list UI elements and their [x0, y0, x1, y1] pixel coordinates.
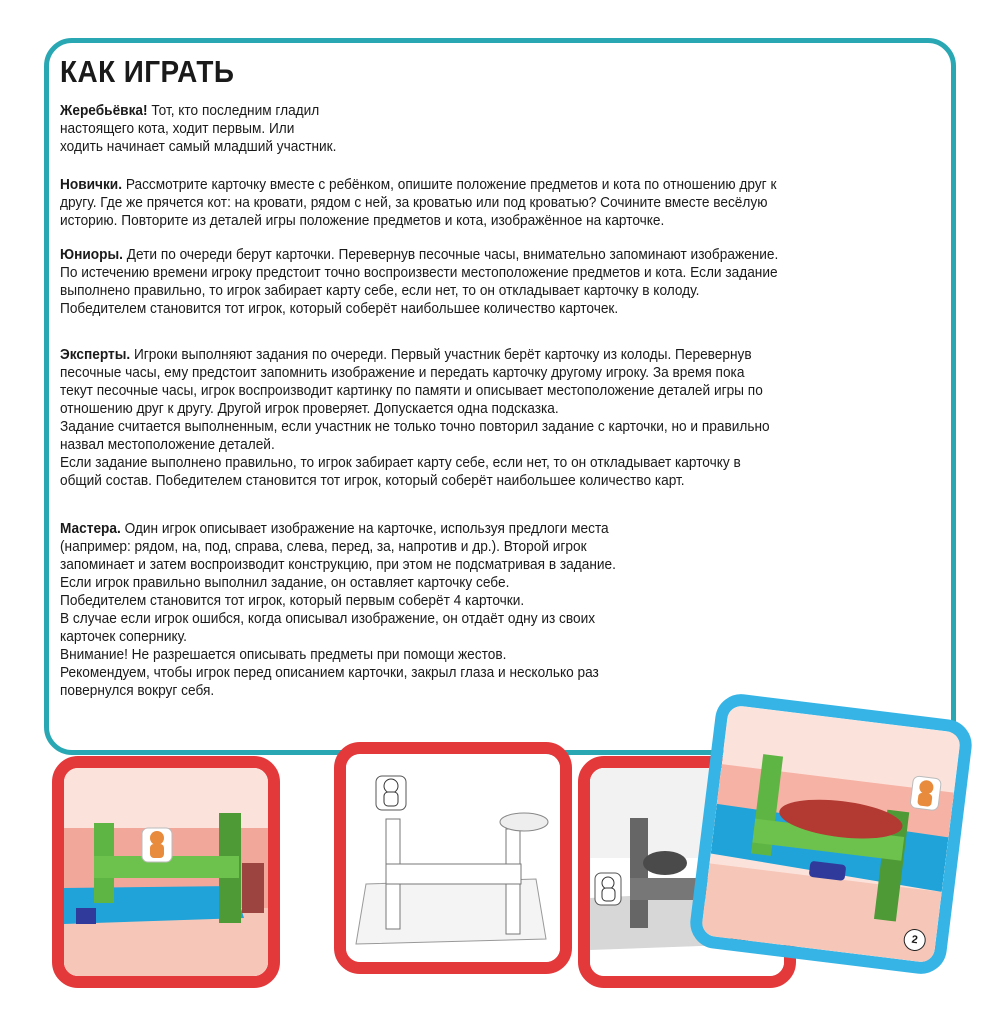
section-experts: [60, 346, 770, 490]
section-juniors: [60, 246, 778, 318]
section-line: отношению друг к другу. Другой игрок проверяет. Допускается одна подсказка.: [60, 400, 559, 417]
section-line: Дети по очереди берут карточки. Перевернув песочные часы, внимательно запоминают изображение.: [122, 246, 779, 263]
section-heading: Юниоры.: [60, 246, 123, 263]
section-heading: Эксперты.: [60, 346, 131, 363]
card-red-blanket-illustration: [701, 705, 962, 964]
cat-figure-icon: [142, 828, 172, 862]
section-line: ходить начинает самый младший участник.: [60, 138, 337, 155]
section-line: другу. Где же прячется кот: на кровати, рядом с ней, за кроватью или под кроватью? Сочините вместе весёлую: [60, 194, 768, 211]
card-number-badge: 2: [902, 928, 927, 953]
section-line: песочные часы, ему предстоит запомнить изображение и передать карточку другому игроку. За время пока: [60, 364, 745, 381]
section-draw: [60, 102, 336, 156]
section-line: В случае если игрок ошибся, когда описывал изображение, он отдаёт одну из своих: [60, 610, 596, 627]
section-line: Задание считается выполненным, если участник не только точно повторил задание с карточки, но и правильно: [60, 418, 770, 435]
section-line: Рекомендуем, чтобы игрок перед описанием карточки, закрыл глаза и несколько раз: [60, 664, 599, 681]
cat-figure-icon: [595, 873, 621, 905]
section-line: Один игрок описывает изображение на карточке, используя предлоги места: [120, 520, 609, 537]
section-line: Внимание! Не разрешается описывать предметы при помощи жестов.: [60, 646, 507, 663]
card-sketch-illustration: [346, 754, 560, 962]
section-line: запоминает и затем воспроизводит конструкцию, при этом не подсматривая в задание.: [60, 556, 616, 573]
section-line: общий состав. Победителем становится тот игрок, который соберёт наибольшее количество карт.: [60, 472, 685, 489]
section-line: историю. Повторите из деталей игры положение предметов и кота, изображённое на карточке.: [60, 212, 665, 229]
card-white-outline-sketch: [334, 742, 572, 974]
section-line: Тот, кто последним гладил: [147, 102, 320, 119]
card-green-bed-cat-on-top: [52, 756, 280, 988]
section-line: повернулся вокруг себя.: [60, 682, 215, 699]
section-line: Игроки выполняют задания по очереди. Первый участник берёт карточку из колоды. Перевернув: [130, 346, 752, 363]
section-line: текут песочные часы, игрок воспроизводит картинку по памяти и описывает местоположение деталей игры по: [60, 382, 763, 399]
section-line: назвал местоположение деталей.: [60, 436, 275, 453]
section-heading: Новички.: [60, 176, 123, 193]
section-line: карточек сопернику.: [60, 628, 187, 645]
section-heading: Мастера.: [60, 520, 121, 537]
section-masters: [60, 520, 616, 700]
section-line: (например: рядом, на, под, справа, слева, перед, за, напротив и др.). Второй игрок: [60, 538, 587, 555]
cat-figure-icon: [910, 776, 942, 811]
section-line: Победителем становится тот игрок, который соберёт наибольшее количество карточек.: [60, 300, 619, 317]
section-line: настоящего кота, ходит первым. Или: [60, 120, 295, 137]
section-line: выполнено правильно, то игрок забирает карту себе, если нет, то он откладывает карточку в колоду.: [60, 282, 700, 299]
section-line: Рассмотрите карточку вместе с ребёнком, опишите положение предметов и кота по отношению друг к: [122, 176, 777, 193]
cat-figure-icon: [376, 776, 406, 810]
section-line: Победителем становится тот игрок, который первым соберёт 4 карточки.: [60, 592, 525, 609]
section-line: По истечению времени игроку предстоит точно воспроизвести местоположение предметов и кота. Если задание: [60, 264, 778, 281]
section-line: Если задание выполнено правильно, то игрок забирает карту себе, если нет, то он откладывает карточку в: [60, 454, 741, 471]
section-line: Если игрок правильно выполнил задание, он оставляет карточку себе.: [60, 574, 510, 591]
card-green-bed-red-blanket: [687, 691, 974, 977]
rules-title: КАК ИГРАТЬ: [60, 54, 235, 89]
section-heading: Жеребьёвка!: [60, 102, 148, 119]
card-green-bed-illustration: [64, 768, 268, 976]
section-beginners: [60, 176, 776, 230]
